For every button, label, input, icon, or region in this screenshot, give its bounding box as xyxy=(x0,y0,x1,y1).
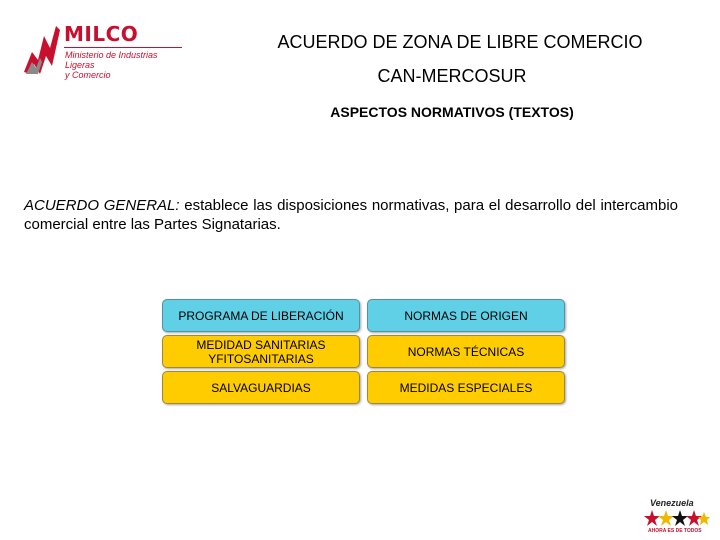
logo-subtitle-line1: Ministerio de Industrias Ligeras xyxy=(65,50,158,70)
venezuela-logo xyxy=(644,498,710,536)
intro-lead: ACUERDO GENERAL: xyxy=(24,197,180,214)
box-programa-liberacion xyxy=(162,299,360,332)
page-title-line1: ACUERDO DE ZONA DE LIBRE COMERCIO xyxy=(277,32,643,52)
box-medidas-especiales xyxy=(367,371,565,404)
venezuela-logo-subtitle: AHORA ES DE TODOS xyxy=(648,528,702,534)
box-normas-origen xyxy=(367,299,565,332)
box-label: MEDIDAD SANITARIAS YFITOSANITARIAS xyxy=(196,337,326,366)
page-subtitle: ASPECTOS NORMATIVOS (TEXTOS) xyxy=(330,104,574,120)
logo-subtitle-line2: y Comercio xyxy=(65,70,111,80)
box-normas-tecnicas xyxy=(367,335,565,368)
intro-text: establece las disposiciones normativas, para el desarrollo del intercambio comercial entre las Partes Signatarias. xyxy=(24,197,678,233)
logo-subtitle xyxy=(65,50,184,80)
logo-name: MILCO xyxy=(64,22,139,46)
page-title-line2: CAN-MERCOSUR xyxy=(377,66,527,86)
milco-logo xyxy=(22,22,184,80)
box-label: PROGRAMA DE LIBERACIÓN xyxy=(178,308,344,323)
intro-paragraph xyxy=(24,196,678,234)
box-label: MEDIDAS ESPECIALES xyxy=(399,380,533,395)
people-stars-icon xyxy=(644,508,710,530)
box-label: NORMAS DE ORIGEN xyxy=(404,308,528,323)
box-salvaguardias xyxy=(162,371,360,404)
logo-divider xyxy=(64,47,182,48)
box-label: SALVAGUARDIAS xyxy=(211,380,311,395)
box-label: NORMAS TÉCNICAS xyxy=(407,344,525,359)
milco-mark-icon xyxy=(22,22,62,76)
box-medidas-sanitarias xyxy=(162,335,360,368)
venezuela-logo-title: Venezuela xyxy=(650,498,694,508)
